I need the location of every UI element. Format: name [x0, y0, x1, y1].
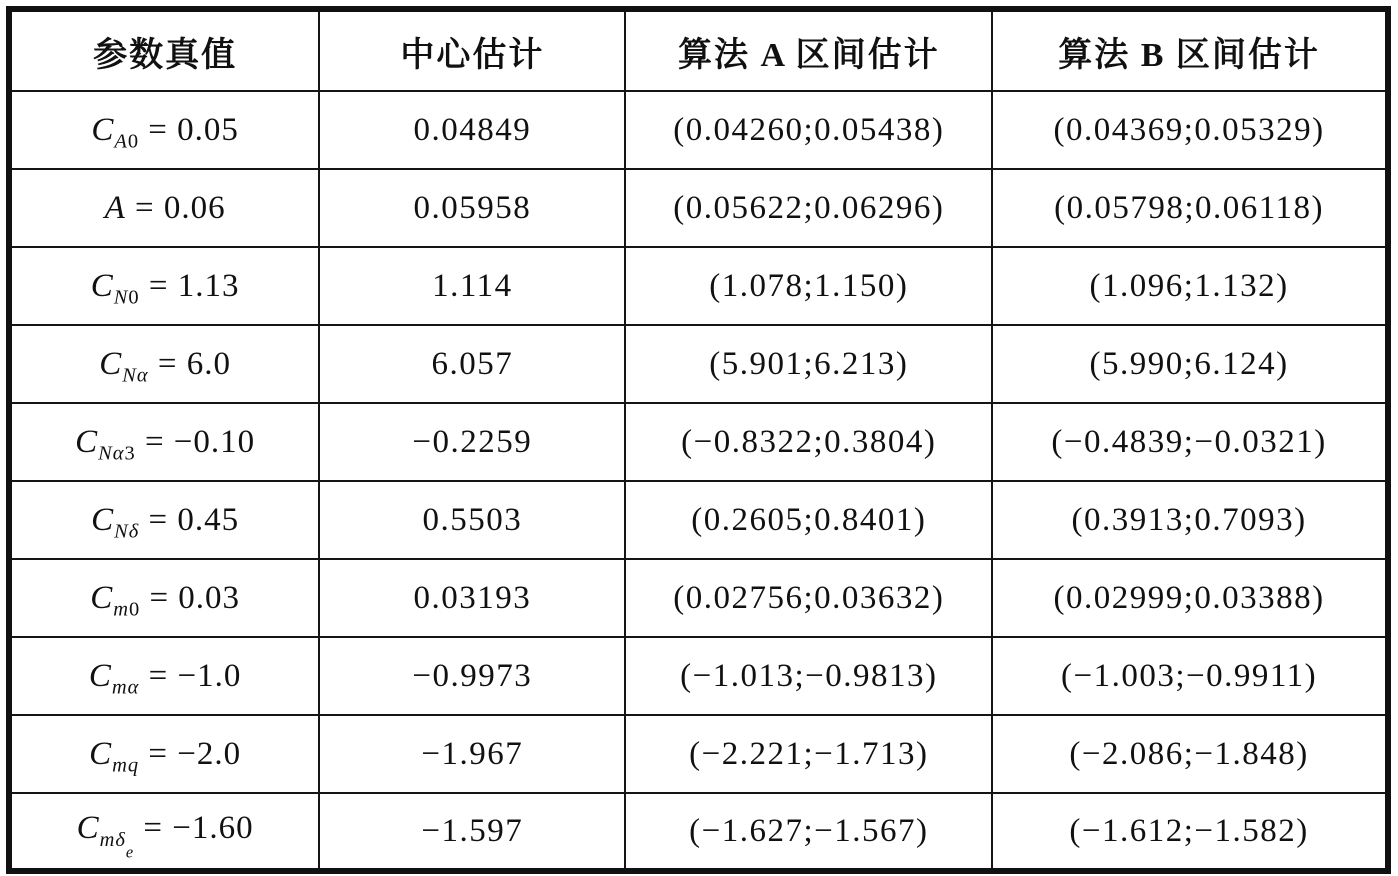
- center-estimate-cell: −0.9973: [319, 637, 625, 715]
- algorithm-a-interval-cell: (0.05622;0.06296): [625, 169, 992, 247]
- header-algorithm-a-interval: 算法 A 区间估计: [625, 9, 992, 91]
- param-cell: $C_{m\delta_e} = -1.60$: [9, 793, 319, 871]
- center-estimate-cell: 0.05958: [319, 169, 625, 247]
- param-cell: $C_{N\delta} = 0.45$: [9, 481, 319, 559]
- center-estimate-cell: −0.2259: [319, 403, 625, 481]
- algorithm-b-interval-cell: (−0.4839;−0.0321): [992, 403, 1388, 481]
- algorithm-a-interval-cell: (0.04260;0.05438): [625, 91, 992, 169]
- header-param-true-value: 参数真值: [9, 9, 319, 91]
- algorithm-b-interval-cell: (0.3913;0.7093): [992, 481, 1388, 559]
- center-estimate-cell: 1.114: [319, 247, 625, 325]
- center-estimate-cell: 0.03193: [319, 559, 625, 637]
- algorithm-b-interval-cell: (0.02999;0.03388): [992, 559, 1388, 637]
- algorithm-b-interval-cell: (1.096;1.132): [992, 247, 1388, 325]
- table-row: [9, 559, 1388, 637]
- param-subscript: N0: [113, 286, 140, 309]
- table-row: [9, 169, 1388, 247]
- algorithm-b-interval-cell: (−2.086;−1.848): [992, 715, 1388, 793]
- algorithm-a-interval-cell: (−1.013;−0.9813): [625, 637, 992, 715]
- algorithm-a-interval-cell: (0.02756;0.03632): [625, 559, 992, 637]
- param-symbol: C: [90, 579, 114, 616]
- param-subscript: mq: [112, 754, 140, 777]
- table-row: [9, 715, 1388, 793]
- table-row: [9, 325, 1388, 403]
- algorithm-a-interval-cell: (1.078;1.150): [625, 247, 992, 325]
- param-symbol: C: [90, 267, 114, 304]
- param-symbol: C: [75, 423, 99, 460]
- param-symbol: C: [99, 345, 123, 382]
- algorithm-b-interval-cell: (0.05798;0.06118): [992, 169, 1388, 247]
- param-cell: $C_{m0} = 0.03$: [9, 559, 319, 637]
- param-symbol: C: [91, 111, 115, 148]
- algorithm-a-interval-cell: (0.2605;0.8401): [625, 481, 992, 559]
- param-symbol: C: [91, 501, 115, 538]
- algorithm-a-interval-cell: (−1.627;−1.567): [625, 793, 992, 871]
- param-cell: $C_{N0} = 1.13$: [9, 247, 319, 325]
- param-symbol: C: [88, 657, 112, 694]
- center-estimate-cell: 6.057: [319, 325, 625, 403]
- table-row: [9, 481, 1388, 559]
- param-cell: $C_{A0} = 0.05$: [9, 91, 319, 169]
- center-estimate-cell: 0.04849: [319, 91, 625, 169]
- algorithm-a-interval-cell: (−2.221;−1.713): [625, 715, 992, 793]
- table-row: [9, 91, 1388, 169]
- param-symbol: A: [104, 189, 126, 226]
- param-sub-subscript: e: [125, 842, 135, 862]
- param-subscript: Nα3: [98, 442, 136, 465]
- param-cell: A = 0.06: [9, 169, 319, 247]
- center-estimate-cell: −1.967: [319, 715, 625, 793]
- param-cell: $C_{m\alpha} = -1.0$: [9, 637, 319, 715]
- header-center-estimate: 中心估计: [319, 9, 625, 91]
- table-body: [9, 91, 1388, 871]
- table-row: [9, 247, 1388, 325]
- param-cell: $C_{N\alpha} = 6.0$: [9, 325, 319, 403]
- param-symbol: C: [89, 735, 113, 772]
- param-subscript: mδe: [99, 828, 135, 862]
- algorithm-a-interval-cell: (5.901;6.213): [625, 325, 992, 403]
- algorithm-b-interval-cell: (−1.003;−0.9911): [992, 637, 1388, 715]
- center-estimate-cell: −1.597: [319, 793, 625, 871]
- algorithm-b-interval-cell: (−1.612;−1.582): [992, 793, 1388, 871]
- center-estimate-cell: 0.5503: [319, 481, 625, 559]
- table-row: [9, 637, 1388, 715]
- param-symbol: C: [76, 809, 100, 846]
- param-cell: $C_{N\alpha 3} = -0.10$: [9, 403, 319, 481]
- param-subscript: mα: [111, 676, 140, 699]
- algorithm-b-interval-cell: (0.04369;0.05329): [992, 91, 1388, 169]
- table-row: [9, 403, 1388, 481]
- parameter-estimation-table: [6, 6, 1391, 874]
- header-algorithm-b-interval: 算法 B 区间估计: [992, 9, 1388, 91]
- param-subscript: Nδ: [114, 520, 140, 543]
- param-subscript: A0: [114, 130, 140, 153]
- algorithm-b-interval-cell: (5.990;6.124): [992, 325, 1388, 403]
- header-row: [9, 9, 1388, 91]
- algorithm-a-interval-cell: (−0.8322;0.3804): [625, 403, 992, 481]
- table-row: [9, 793, 1388, 871]
- param-subscript: m0: [113, 598, 141, 621]
- param-subscript: Nα: [122, 364, 149, 387]
- param-cell: $C_{mq} = -2.0$: [9, 715, 319, 793]
